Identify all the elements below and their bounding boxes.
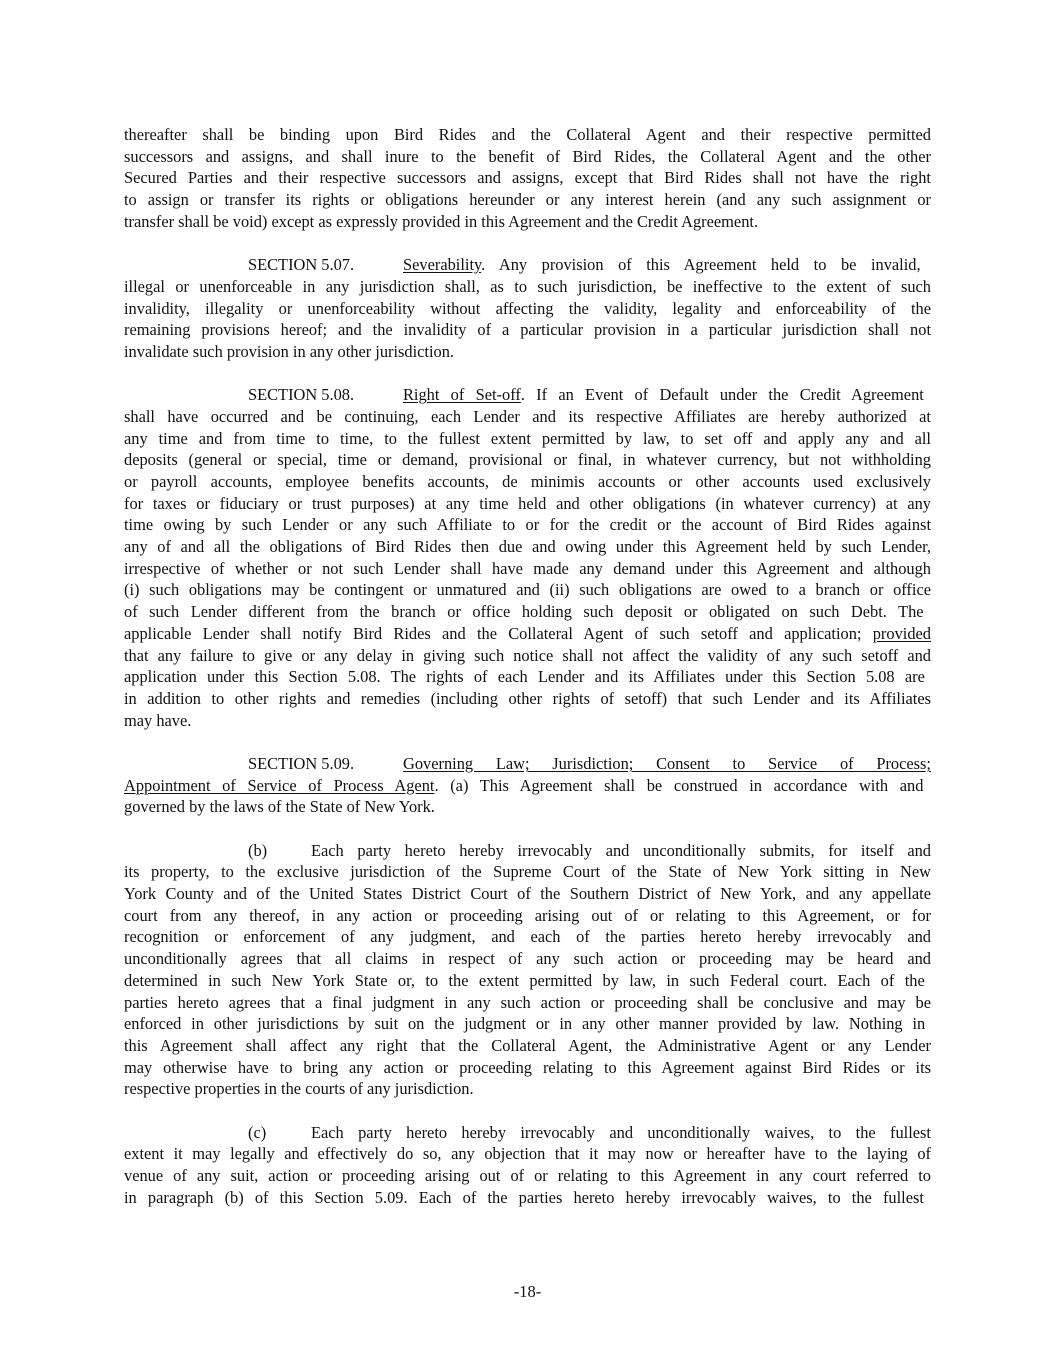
text-run: . (a) This Agreement shall be construed in accordance with and: [434, 775, 924, 795]
text-run: or payroll accounts, employee benefits accounts, de minimis accounts or other accounts used exclusively: [124, 472, 931, 491]
text-line: [124, 514, 931, 536]
text-line: [124, 601, 931, 623]
line-text: [124, 775, 931, 797]
text-run: recognition or enforcement of any judgment, and each of the parties hereto hereby irrevocably and: [124, 927, 931, 947]
text-run: application under this Section 5.08. The rights of each Lender and its Affiliates under this Section 5.08 are: [124, 667, 925, 687]
text-run: in addition to other rights and remedies (including other rights of setoff) that such Lender and its Affiliates: [124, 688, 931, 708]
text-line: [124, 1035, 931, 1057]
text-line: [124, 666, 931, 688]
indent: [124, 384, 248, 406]
line-text: [124, 449, 931, 471]
section-number: SECTION 5.09.: [248, 753, 355, 773]
text-run: court from any thereof, in any action or proceeding arising out of or relating to this Agreement, or for: [124, 905, 931, 925]
section-number: (c): [248, 1122, 267, 1142]
text-line: [124, 579, 931, 601]
text-run: illegal or unenforceable in any jurisdiction shall, as to such jurisdiction, be ineffective to the extent of such: [124, 276, 931, 296]
text-run: may otherwise have to bring any action or proceeding relating to this Agreement against Bird Rides or its: [124, 1057, 931, 1077]
text-line: [124, 753, 931, 775]
text-line: [124, 1165, 931, 1187]
paragraph-spacer: [124, 818, 931, 840]
line-text: [124, 298, 931, 320]
text-run: determined in such New York State or, to the extent permitted by law, in such Federal court. Each of the: [124, 970, 925, 990]
text-line: [124, 948, 931, 970]
line-text: [124, 579, 931, 601]
text-run: of such Lender different from the branch or office holding such deposit or obligated on such Debt. The: [124, 602, 924, 622]
text-run: parties hereto agrees that a final judgment in any such action or proceeding shall be conclusive and may be: [124, 992, 931, 1012]
text-line: [124, 970, 931, 992]
text-line: [124, 775, 931, 797]
line-text: [124, 167, 931, 189]
text-line: [124, 276, 931, 298]
line-text: [124, 883, 931, 905]
section-number: SECTION 5.08.: [248, 385, 355, 405]
section-number: (b): [248, 840, 268, 860]
paragraph-spacer: [124, 1100, 931, 1122]
text-line: [124, 254, 931, 276]
indent: [124, 254, 248, 276]
line-text: [124, 861, 931, 883]
line-text: [124, 124, 931, 146]
section-number: SECTION 5.07.: [248, 255, 355, 275]
line-text: [403, 384, 931, 406]
line-text: [124, 406, 931, 428]
text-line: [124, 710, 931, 732]
text-line: [124, 623, 931, 645]
line-text: [403, 753, 931, 775]
text-line: [124, 905, 931, 927]
line-text: [124, 1078, 931, 1100]
text-line: [124, 1013, 931, 1035]
text-run: Each party hereto hereby irrevocably and unconditionally waives, to the fullest: [311, 1122, 931, 1142]
indent: [124, 1122, 248, 1144]
text-run: governed by the laws of the State of New York.: [124, 797, 435, 817]
text-line: [124, 211, 931, 233]
text-run: this Agreement shall affect any right that the Collateral Agent, the Administrative Agent or any Lender: [124, 1035, 931, 1055]
line-text: [124, 688, 931, 710]
text-run: enforced in other jurisdictions by suit on the judgment or in any other manner provided by law. Nothing in: [124, 1014, 926, 1034]
line-text: [124, 601, 931, 623]
line-text: [124, 341, 931, 363]
text-run: any of and all the obligations of Bird Rides then due and owing under this Agreement held by such Lender,: [124, 537, 931, 557]
line-text: [124, 276, 931, 298]
text-run: transfer shall be void) except as expressly provided in this Agreement and the Credit Agreement.: [124, 211, 759, 231]
text-line: [124, 536, 931, 558]
line-text: [124, 948, 931, 970]
text-line: [124, 146, 931, 168]
text-line: [124, 645, 931, 667]
line-text: [124, 710, 931, 732]
text-run: venue of any suit, action or proceeding arising out of or relating to this Agreement in any court referred to: [124, 1166, 931, 1185]
text-line: [124, 1078, 931, 1100]
text-line: [124, 883, 931, 905]
paragraph-spacer: [124, 232, 931, 254]
text-run: Each party hereto hereby irrevocably and unconditionally submits, for itself and: [311, 840, 931, 860]
text-run: deposits (general or special, time or demand, provisional or final, in whatever currency, but not withholding: [124, 450, 931, 470]
underlined-heading: Right of Set-off: [403, 385, 521, 405]
text-run: applicable Lender shall notify Bird Rides and the Collateral Agent of such setoff and application;: [124, 623, 873, 643]
text-line: [124, 1187, 931, 1209]
text-run: . If an Event of Default under the Credit Agreement: [520, 385, 924, 405]
paragraph-spacer: [124, 731, 931, 753]
line-text: [124, 796, 931, 818]
text-run: remaining provisions hereof; and the invalidity of a particular provision in a particular jurisdiction shall not: [124, 320, 931, 340]
text-line: [124, 167, 931, 189]
line-text: [311, 840, 931, 862]
text-line: [124, 1057, 931, 1079]
text-run: invalidity, illegality or unenforceability without affecting the validity, legality and enforceability of the: [124, 298, 931, 318]
line-text: [124, 211, 931, 233]
text-line: [124, 558, 931, 580]
underlined-heading: provided: [872, 623, 931, 643]
text-line: [124, 449, 931, 471]
indent: [124, 753, 248, 775]
text-run: its property, to the exclusive jurisdiction of the Supreme Court of the State of New York sitting in New: [124, 862, 931, 882]
line-text: [124, 1035, 931, 1057]
underlined-heading: Governing Law; Jurisdiction; Consent to Service of Process;: [403, 753, 931, 773]
line-text: [124, 623, 931, 645]
line-text: [311, 1122, 931, 1144]
text-line: [124, 471, 931, 493]
line-text: [124, 926, 931, 948]
text-line: [124, 428, 931, 450]
underlined-heading: Appointment of Service of Process Agent: [124, 775, 435, 795]
text-run: extent it may legally and effectively do so, any objection that it may now or hereafter have to the laying of: [124, 1144, 931, 1164]
line-text: [124, 319, 931, 341]
text-line: [124, 926, 931, 948]
paragraph-section-5-09-b: [124, 840, 931, 1100]
paragraph-spacer: [124, 363, 931, 385]
line-text: [124, 536, 931, 558]
text-run: time owing by such Lender or any such Affiliate to or for the credit or the account of Bird Rides against: [124, 515, 931, 535]
text-run: thereafter shall be binding upon Bird Rides and the Collateral Agent and their respective permitted: [124, 125, 931, 144]
underlined-heading: Severability: [403, 255, 482, 275]
paragraph-section-5-07: [124, 254, 931, 362]
line-text: [124, 905, 931, 927]
text-run: respective properties in the courts of any jurisdiction.: [124, 1079, 474, 1099]
text-line: [124, 992, 931, 1014]
text-run: Secured Parties and their respective successors and assigns, except that Bird Rides shall not have the right: [124, 168, 931, 188]
paragraph-section-5-09-c: [124, 1122, 931, 1209]
text-run: invalidate such provision in any other jurisdiction.: [124, 341, 455, 361]
text-line: [124, 840, 931, 862]
line-text: [124, 666, 931, 688]
text-line: [124, 406, 931, 428]
text-line: [124, 124, 931, 146]
text-line: [124, 319, 931, 341]
text-line: [124, 341, 931, 363]
line-text: [124, 189, 931, 211]
text-run: to assign or transfer its rights or obligations hereunder or any interest herein (and any such assignment or: [124, 190, 931, 210]
text-run: irrespective of whether or not such Lender shall have made any demand under this Agreement and although: [124, 558, 931, 578]
text-line: [124, 298, 931, 320]
line-text: [403, 254, 931, 276]
text-line: [124, 493, 931, 515]
paragraph-section-5-09: [124, 753, 931, 818]
line-text: [124, 558, 931, 580]
text-run: for taxes or fiduciary or trust purposes) at any time held and other obligations (in whatever currency) at any: [124, 493, 931, 513]
page-number: -18-: [513, 1282, 542, 1301]
text-line: [124, 861, 931, 883]
line-text: [124, 146, 931, 168]
line-text: [124, 970, 931, 992]
line-text: [124, 514, 931, 536]
line-text: [124, 428, 931, 450]
text-line: [124, 796, 931, 818]
text-line: [124, 688, 931, 710]
line-text: [124, 1057, 931, 1079]
line-text: [124, 992, 931, 1014]
line-text: [124, 493, 931, 515]
text-run: unconditionally agrees that all claims in respect of any such action or proceeding may be heard and: [124, 949, 931, 969]
text-line: [124, 1122, 931, 1144]
line-text: [124, 1013, 931, 1035]
text-run: may have.: [124, 710, 192, 730]
text-line: [124, 1143, 931, 1165]
line-text: [124, 1187, 931, 1209]
text-run: successors and assigns, and shall inure to the benefit of Bird Rides, the Collateral Agent and the other: [124, 146, 931, 166]
line-text: [124, 471, 931, 493]
text-run: . Any provision of this Agreement held to be invalid,: [481, 255, 921, 275]
document-body: [124, 124, 931, 1208]
text-line: [124, 189, 931, 211]
paragraph-continuation: [124, 124, 931, 232]
text-run: shall have occurred and be continuing, each Lender and its respective Affiliates are hereby authorized at: [124, 406, 931, 426]
text-run: in paragraph (b) of this Section 5.09. Each of the parties hereto hereby irrevocably waives, to the fullest: [124, 1187, 924, 1207]
text-run: any time and from time to time, to the fullest extent permitted by law, to set off and apply any and all: [124, 428, 931, 448]
paragraph-section-5-08: [124, 384, 931, 731]
text-line: [124, 384, 931, 406]
text-run: that any failure to give or any delay in giving such notice shall not affect the validity of any such setoff and: [124, 645, 931, 665]
text-run: York County and of the United States District Court of the Southern District of New York, and any appellate: [124, 884, 931, 904]
line-text: [124, 1143, 931, 1165]
line-text: [124, 1165, 931, 1187]
indent: [124, 840, 248, 862]
text-run: (i) such obligations may be contingent or unmatured and (ii) such obligations are owed to a branch or office: [124, 580, 931, 600]
line-text: [124, 645, 931, 667]
